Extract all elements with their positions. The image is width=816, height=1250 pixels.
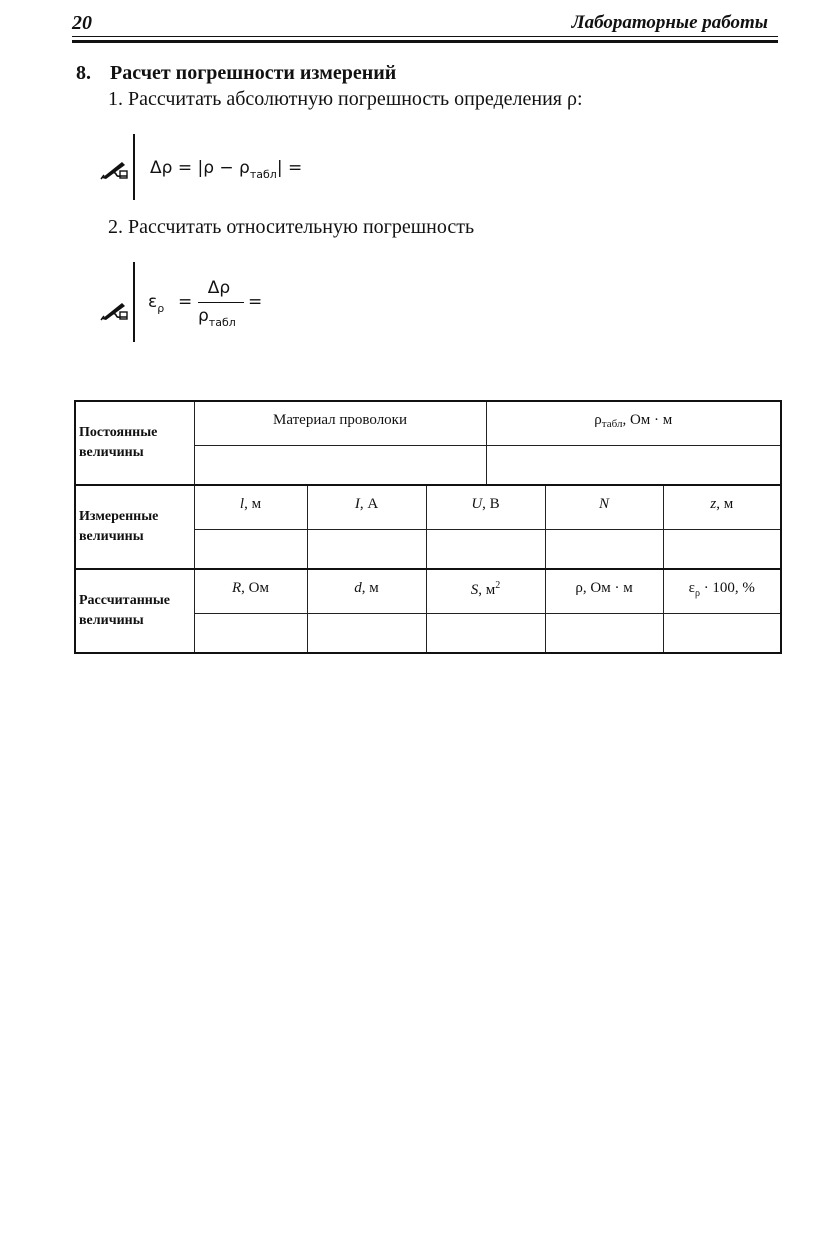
header-var: ρ bbox=[575, 580, 583, 596]
denominator-symbol: ρ bbox=[198, 306, 209, 326]
header-var: ε bbox=[688, 580, 695, 596]
section-title: Расчет погрешности измерений bbox=[110, 62, 397, 84]
column-header bbox=[194, 569, 307, 614]
header-unit: , м bbox=[716, 496, 734, 512]
column-header bbox=[545, 569, 663, 614]
column-header bbox=[307, 569, 426, 614]
step-1-text: 1. Рассчитать абсолютную погрешность определения ρ: bbox=[108, 88, 583, 110]
pencil-writing-icon bbox=[100, 158, 128, 180]
input-cell[interactable] bbox=[307, 614, 426, 654]
step-2-text: 2. Рассчитать относительную погрешность bbox=[108, 216, 475, 238]
formula-symbol: ε bbox=[148, 292, 158, 312]
header-var: d bbox=[354, 580, 362, 596]
section-number: 8. bbox=[76, 62, 91, 84]
column-header bbox=[426, 569, 545, 614]
input-cell[interactable] bbox=[194, 530, 307, 570]
formula-trailing-eq: = bbox=[248, 292, 263, 312]
column-header bbox=[307, 485, 426, 530]
column-header: Материал проволоки bbox=[194, 401, 486, 446]
header-rule-thick bbox=[72, 40, 778, 43]
header-unit: , м bbox=[478, 582, 496, 598]
header-symbol: ρ bbox=[594, 412, 602, 428]
header-rule-thin bbox=[72, 36, 778, 37]
row-group-label: Рассчитанные величины bbox=[75, 569, 194, 653]
header-unit: , В bbox=[482, 496, 500, 512]
header-unit: , м bbox=[361, 580, 379, 596]
formula-lhs: Δρ bbox=[150, 158, 173, 178]
header-var: z bbox=[710, 496, 717, 512]
input-cell[interactable] bbox=[663, 614, 781, 654]
header-var: U bbox=[471, 496, 483, 512]
input-cell[interactable] bbox=[486, 446, 781, 486]
header-unit: , м bbox=[244, 496, 262, 512]
header-unit: · 100, % bbox=[699, 580, 755, 596]
input-cell[interactable] bbox=[545, 614, 663, 654]
table-row bbox=[75, 485, 781, 530]
header-var: N bbox=[599, 496, 610, 512]
formula-eq: = bbox=[178, 292, 193, 312]
denominator-sub: табл bbox=[208, 316, 236, 329]
section-heading bbox=[76, 62, 396, 85]
input-cell[interactable] bbox=[545, 530, 663, 570]
header-suffix: , Ом · м bbox=[622, 412, 673, 428]
formula-symbol-sub: ρ bbox=[157, 302, 165, 315]
header-var: S bbox=[470, 582, 479, 598]
header-unit: , Ом · м bbox=[582, 580, 633, 596]
header-var: R bbox=[232, 580, 242, 596]
page-number: 20 bbox=[72, 12, 92, 34]
formula-margin-bar bbox=[133, 134, 135, 200]
formula-expr-right: | = bbox=[276, 158, 303, 178]
header-unit: , Ом bbox=[241, 580, 269, 596]
formula-expr-left: |ρ − ρ bbox=[197, 158, 250, 178]
column-header bbox=[194, 485, 307, 530]
column-header bbox=[486, 401, 781, 446]
input-cell[interactable] bbox=[194, 614, 307, 654]
measurement-table bbox=[74, 400, 782, 654]
table-row bbox=[75, 401, 781, 446]
header-sub: табл bbox=[601, 418, 623, 430]
input-cell[interactable] bbox=[663, 530, 781, 570]
header-sub: ρ bbox=[694, 588, 700, 599]
header-var: l bbox=[239, 496, 245, 512]
header-var: I bbox=[354, 496, 360, 512]
header-sup: 2 bbox=[495, 580, 501, 591]
header-unit: , А bbox=[359, 496, 379, 512]
formula-eq: = bbox=[177, 158, 193, 178]
page-header bbox=[72, 12, 778, 36]
fraction-numerator: Δρ bbox=[207, 278, 231, 298]
fraction-bar bbox=[198, 302, 244, 303]
column-header bbox=[663, 485, 781, 530]
row-group-label: Постоянные величины bbox=[75, 401, 194, 485]
formula-margin-bar bbox=[133, 262, 135, 342]
absolute-error-formula bbox=[150, 158, 303, 181]
input-cell[interactable] bbox=[307, 530, 426, 570]
table-row bbox=[75, 569, 781, 614]
input-cell[interactable] bbox=[426, 614, 545, 654]
column-header bbox=[663, 569, 781, 614]
pencil-writing-icon bbox=[100, 299, 128, 321]
running-title: Лабораторные работы bbox=[571, 12, 768, 33]
formula-symbol-group bbox=[148, 292, 165, 315]
column-header bbox=[426, 485, 545, 530]
input-cell[interactable] bbox=[426, 530, 545, 570]
column-header bbox=[545, 485, 663, 530]
input-cell[interactable] bbox=[194, 446, 486, 486]
row-group-label: Измеренные величины bbox=[75, 485, 194, 569]
formula-subscript: табл bbox=[249, 168, 277, 181]
